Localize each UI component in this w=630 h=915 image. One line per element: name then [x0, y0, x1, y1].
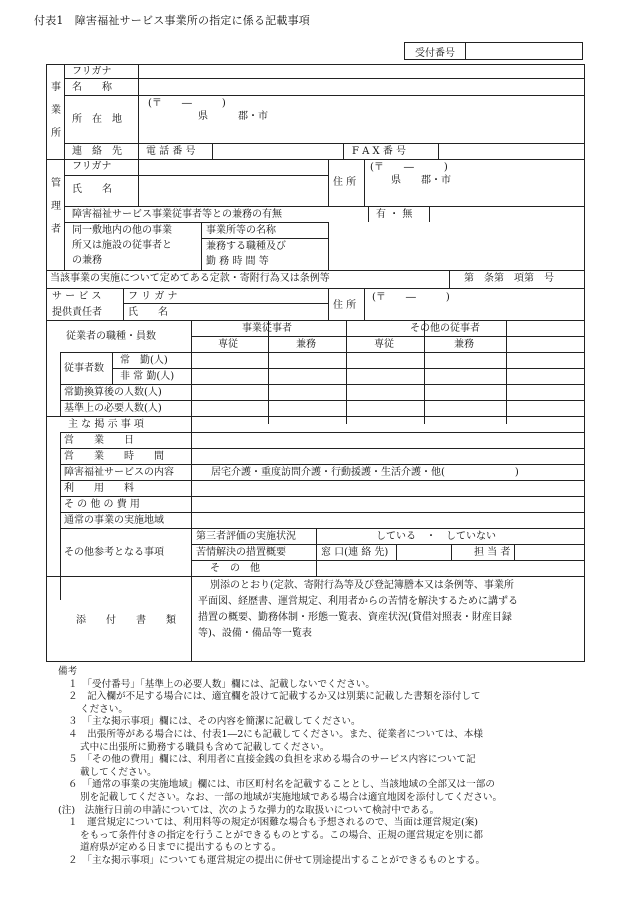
staff-other-col: その他の従事者 [410, 323, 480, 334]
manager-name-label: 氏 名 [72, 184, 112, 195]
remark-1a: １ 運営規定については、利用料等の規定が困難な場合も予想されるので、当面は運営規定(案) [68, 817, 479, 829]
remark-2: ２ 「主な掲示事項」についても運営規定の提出に併せて別途提出することができるものとする。 [68, 854, 486, 866]
office-tel-label: 電 話 番 号 [146, 146, 196, 157]
business-days-label: 営 業 日 [64, 435, 134, 446]
service-content-label: 障害福祉サービスの内容 [64, 467, 174, 478]
note-4b: 式中に出張所に勤務する職員も含めて記載してください。 [80, 741, 330, 753]
office-name-label: 名 称 [72, 82, 112, 93]
notes-heading: 備考 [58, 666, 78, 677]
form-title: 付表1 障害福祉サービス事業所の指定に係る記載事項 [34, 14, 310, 27]
notes-section [58, 666, 588, 868]
office-furigana-label: フリガナ [72, 66, 112, 77]
manager-prefecture-line: 県 郡・市 [391, 175, 451, 186]
staff-other-part: 兼務 [454, 339, 474, 350]
note-4a: ４ 出張所等がある場合には、付表1―2にも記載してください。また、従業者については、本様 [68, 728, 483, 740]
note-5a: ５ 「その他の費用」欄には、利用者に直接金銭の負担を求める場合のサービス内容について記 [68, 754, 476, 766]
items-header: 主 な 掲 示 事 項 [68, 419, 144, 430]
service-content-value[interactable]: 居宅介護・重度訪問介護・行動援護・生活介護・他( ) [211, 467, 519, 478]
complaint-label: 苦情解決の措置概要 [196, 547, 286, 558]
other-reference-label: その他参考となる事項 [64, 547, 164, 558]
service-manager-label-2: 提供責任者 [52, 307, 102, 318]
staff-business-part: 兼務 [296, 339, 316, 350]
manager-address-label: 住 所 [333, 177, 357, 188]
office-fax-label: F A X 番 号 [352, 146, 406, 157]
other-work-label-2: 所又は施設の従事者と [72, 240, 172, 251]
person-label: 担 当 者 [474, 547, 511, 558]
basis-article-field[interactable]: 第 条第 項第 号 [464, 273, 554, 284]
note-3: ３ 「主な掲示事項」欄には、その内容を簡潔に記載してください。 [68, 716, 361, 728]
other-work-label-1: 同一敷地内の他の事業 [72, 225, 172, 236]
remark-1b: をもって条件付きの指定を行うことができるものとする。この場合、正規の運営規定を別に都 [80, 829, 483, 841]
receipt-number-label: 受付番号 [405, 43, 466, 60]
office-contact-label: 連 絡 先 [72, 146, 122, 157]
office-side-label: 事業所 [51, 82, 61, 139]
facility-name-label: 事業所等の名称 [206, 225, 276, 236]
staff-required-label: 基準上の必要人数(人) [64, 403, 162, 414]
staff-regular-label: 常 勤(人) [120, 355, 168, 366]
basis-label: 当該事業の実施について定めてある定款・寄附行為又は条例等 [50, 273, 330, 284]
duty-label-1: 兼務する職種及び [206, 241, 286, 252]
manager-furigana-label: フリガナ [72, 161, 112, 172]
service-manager-label-1: サ ー ビ ス [52, 291, 102, 302]
note-6b: 別を記載してください。なお、一部の地域が実施地域である場合は適宜地図を添付してください。 [80, 791, 503, 803]
service-manager-furigana: フ リ ガ ナ [128, 291, 178, 302]
remark-heading: (注) 法施行日前の申請については、次のような弾力的な取扱いについて検討中である。 [58, 804, 440, 816]
service-manager-postal: (〒 ― ) [372, 292, 450, 303]
office-address-label: 所 在 地 [72, 114, 122, 125]
duty-label-2: 勤 務 時 間 等 [206, 256, 269, 267]
staff-business-col: 事業従事者 [242, 323, 292, 334]
attachment-text-2: 平面図、経歴書、運営規定、利用者からの苦情を解決するために講ずる [198, 596, 518, 607]
other-fee-label: そ の 他 の 費 用 [64, 499, 140, 510]
staff-other-full: 専従 [374, 339, 394, 350]
note-5b: 載してください。 [80, 766, 157, 778]
manager-postal-code: (〒 ― ) [370, 162, 448, 173]
note-2b: ください。 [80, 703, 128, 715]
fee-label: 利 用 料 [64, 483, 134, 494]
receipt-number-field[interactable] [466, 43, 583, 60]
staff-header: 従業者の職種・員数 [66, 331, 156, 342]
note-2a: ２ 記入欄が不足する場合には、適宜欄を設けて記載するか又は別葉に記載した書類を添付して [68, 691, 481, 703]
third-party-choice[interactable]: している ・ していない [376, 531, 496, 542]
receipt-number-box [404, 42, 583, 60]
staff-fte-label: 常勤換算後の人数(人) [64, 387, 162, 398]
service-area-label: 通常の事業の実施地域 [64, 515, 164, 526]
attachment-text-1: 別添のとおり(定款、寄附行為等及び登記簿謄本又は条例等、事業所 [210, 580, 514, 591]
manager-side-label: 管理者 [51, 178, 61, 235]
office-postal-code: (〒 ― ) [148, 98, 226, 109]
service-manager-address-label: 住 所 [333, 300, 357, 311]
business-hours-label: 営 業 時 間 [64, 451, 164, 462]
staff-count-label: 従事者数 [64, 363, 104, 374]
attachment-label: 添 付 書 類 [76, 615, 176, 626]
dual-role-choice[interactable]: 有 ・ 無 [376, 209, 413, 220]
other-work-label-3: の兼務 [72, 255, 102, 266]
dual-role-label: 障害福祉サービス事業従事者等との兼務の有無 [72, 209, 282, 220]
note-6a: ６ 「通常の事業の実施地域」欄には、市区町村名を記載することとし、当該地域の全部又は一部の [68, 779, 495, 791]
form-sheet [46, 64, 585, 662]
attachment-text-3: 措置の概要、勤務体制・形態一覧表、資産状況(貸借対照表・財産目録 [198, 612, 512, 623]
third-party-label: 第三者評価の実施状況 [196, 531, 296, 542]
service-manager-name: 氏 名 [128, 307, 168, 318]
remark-1c: 道府県が定める日までに提出するものとする。 [80, 842, 282, 854]
attachment-text-4: 等)、設備・備品等一覧表 [198, 628, 312, 639]
staff-nonregular-label: 非 常 勤(人) [120, 371, 175, 382]
others-label: そ の 他 [210, 563, 260, 574]
window-label: 窓 口(連 絡 先) [321, 547, 389, 558]
staff-business-full: 専従 [218, 339, 238, 350]
office-prefecture-line: 県 郡・市 [198, 111, 268, 122]
note-1: １ 「受付番号」「基準上の必要人数」欄には、記載しないでください。 [68, 678, 375, 690]
